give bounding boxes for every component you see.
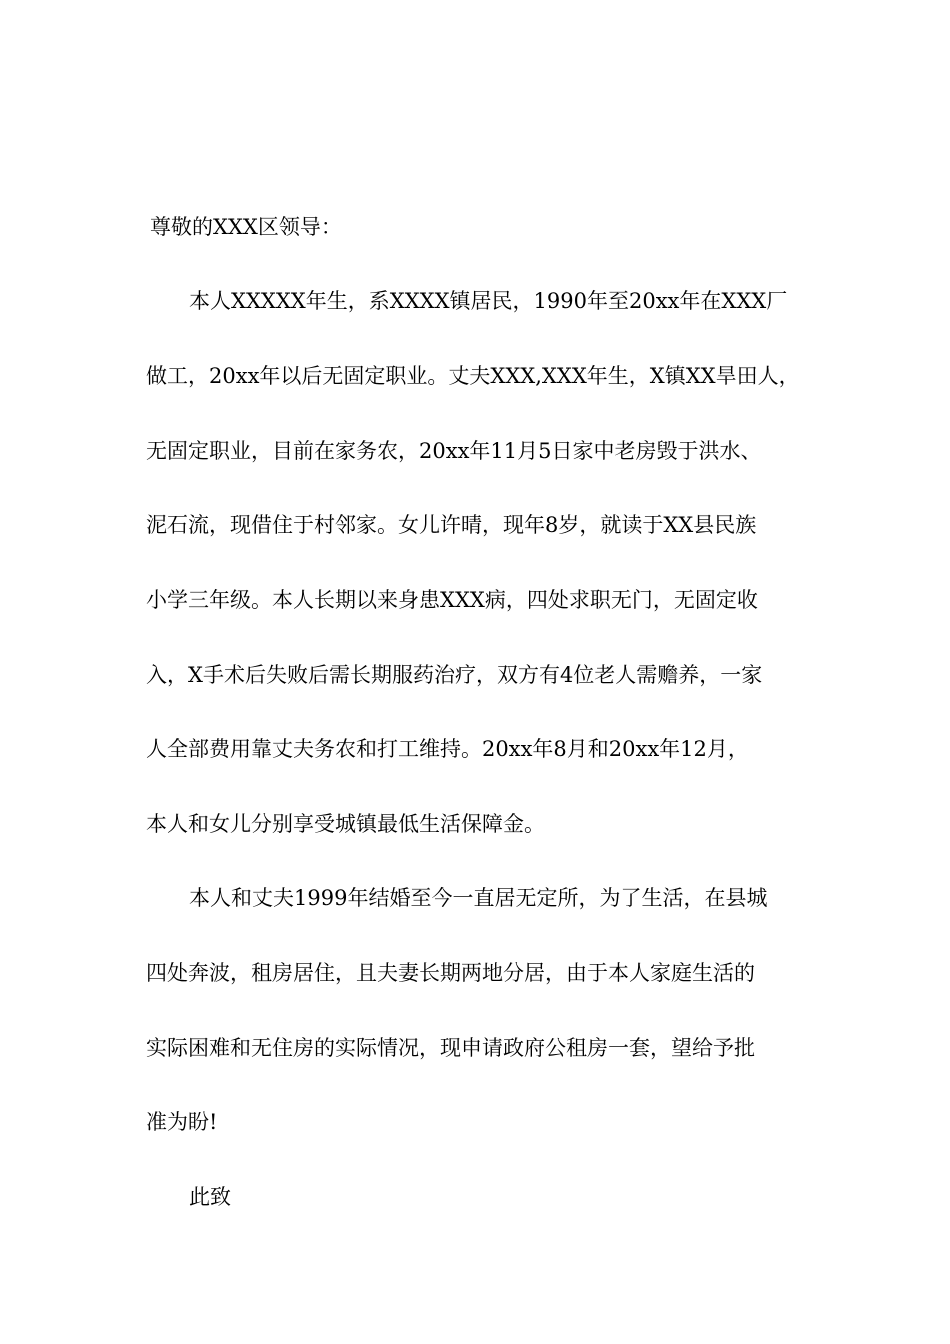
paragraph-1-line-8: 本人和女儿分别享受城镇最低生活保障金。 xyxy=(146,812,545,836)
paragraph-1-line-2: 做工，20xx年以后无固定职业。丈夫XXX,XXX年生，X镇XX旱田人， xyxy=(146,364,800,388)
salutation: 尊敬的XXX区领导： xyxy=(150,215,342,239)
paragraph-2-line-4: 准为盼! xyxy=(146,1110,218,1134)
closing-text: 此致 xyxy=(189,1185,231,1209)
paragraph-1-line-6: 入，X手术后失败后需长期服药治疗，双方有4位老人需赡养，一家 xyxy=(146,663,763,687)
paragraph-2-line-3: 实际困难和无住房的实际情况，现申请政府公租房一套，望给予批 xyxy=(146,1036,755,1060)
paragraph-1-line-1: 本人XXXXX年生，系XXXX镇居民，1990年至20xx年在XXX厂 xyxy=(189,289,788,313)
paragraph-1-line-5: 小学三年级。本人长期以来身患XXX病，四处求职无门，无固定收 xyxy=(146,588,758,612)
paragraph-1-line-7: 人全部费用靠丈夫务农和打工维持。20xx年8月和20xx年12月， xyxy=(146,737,749,761)
paragraph-2-line-2: 四处奔波，租房居住，且夫妻长期两地分居，由于本人家庭生活的 xyxy=(146,961,755,985)
paragraph-1-line-3: 无固定职业，目前在家务农，20xx年11月5日家中老房毁于洪水、 xyxy=(146,439,762,463)
paragraph-1-line-4: 泥石流，现借住于村邻家。女儿许晴，现年8岁，就读于XX县民族 xyxy=(146,513,757,537)
paragraph-2-line-1: 本人和丈夫1999年结婚至今一直居无定所，为了生活，在县城 xyxy=(189,886,768,910)
